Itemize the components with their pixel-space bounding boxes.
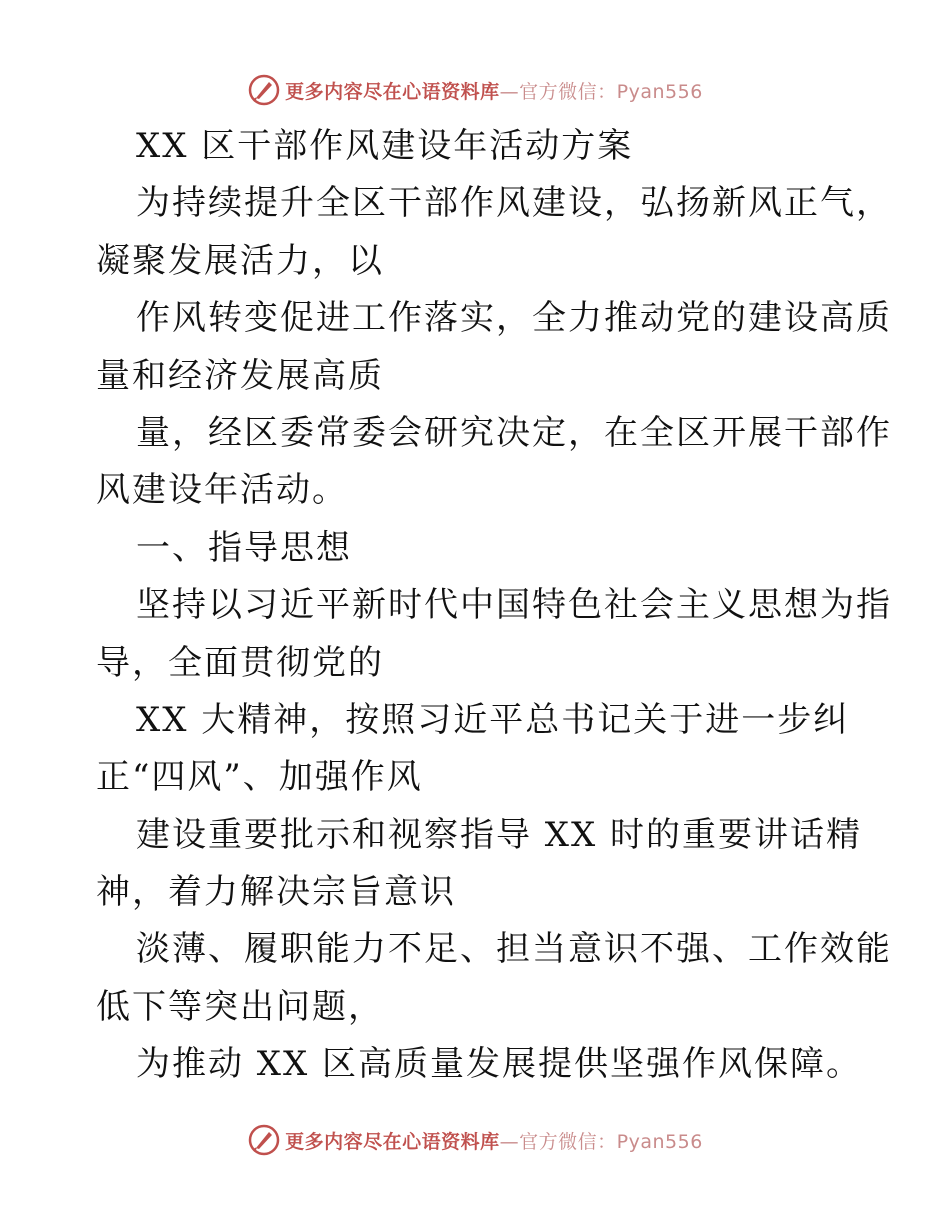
section-heading: 一、指导思想 <box>136 527 352 568</box>
quill-logo-icon <box>247 73 281 107</box>
header-watermark-text <box>285 77 703 104</box>
quill-logo-icon <box>247 1123 281 1157</box>
header-contact-text: 官方微信：Pyan556 <box>519 80 703 103</box>
paragraph-line: XX 大精神，按照习近平总书记关于进一步纠 <box>136 699 850 740</box>
paragraph-line: 淡薄、履职能力不足、担当意识不强、工作效能 <box>136 929 892 970</box>
header-separator: — <box>499 80 520 103</box>
paragraph-line: 为持续提升全区干部作风建设，弘扬新风正气， <box>136 183 892 224</box>
footer-watermark-text <box>285 1127 703 1154</box>
footer-watermark-banner <box>0 1120 950 1160</box>
paragraph-line: 量和经济发展高质 <box>96 355 384 396</box>
paragraph-line: 为推动 XX 区高质量发展提供坚强作风保障。 <box>136 1044 863 1085</box>
paragraph-line: 风建设年活动。 <box>96 470 348 511</box>
document-body <box>96 118 892 1094</box>
paragraph-line: 导，全面贯彻党的 <box>96 642 384 683</box>
footer-brand-text: 更多内容尽在心语资料库 <box>285 1130 500 1153</box>
header-watermark-banner <box>0 70 950 110</box>
paragraph-line: 建设重要批示和视察指导 XX 时的重要讲话精 <box>136 814 863 855</box>
paragraph-line: 神，着力解决宗旨意识 <box>96 872 456 913</box>
paragraph-line: 正“四风”、加强作风 <box>96 757 423 798</box>
footer-separator: — <box>499 1130 520 1153</box>
paragraph-line: 凝聚发展活力，以 <box>96 240 384 281</box>
header-brand-text: 更多内容尽在心语资料库 <box>285 80 500 103</box>
paragraph-line: 量，经区委常委会研究决定，在全区开展干部作 <box>136 412 892 453</box>
paragraph-line: 坚持以习近平新时代中国特色社会主义思想为指 <box>136 585 892 626</box>
document-title: XX 区干部作风建设年活动方案 <box>136 126 634 166</box>
paragraph-line: 作风转变促进工作落实，全力推动党的建设高质 <box>136 298 892 339</box>
paragraph-line: 低下等突出问题， <box>96 986 384 1027</box>
footer-contact-text: 官方微信：Pyan556 <box>519 1130 703 1153</box>
